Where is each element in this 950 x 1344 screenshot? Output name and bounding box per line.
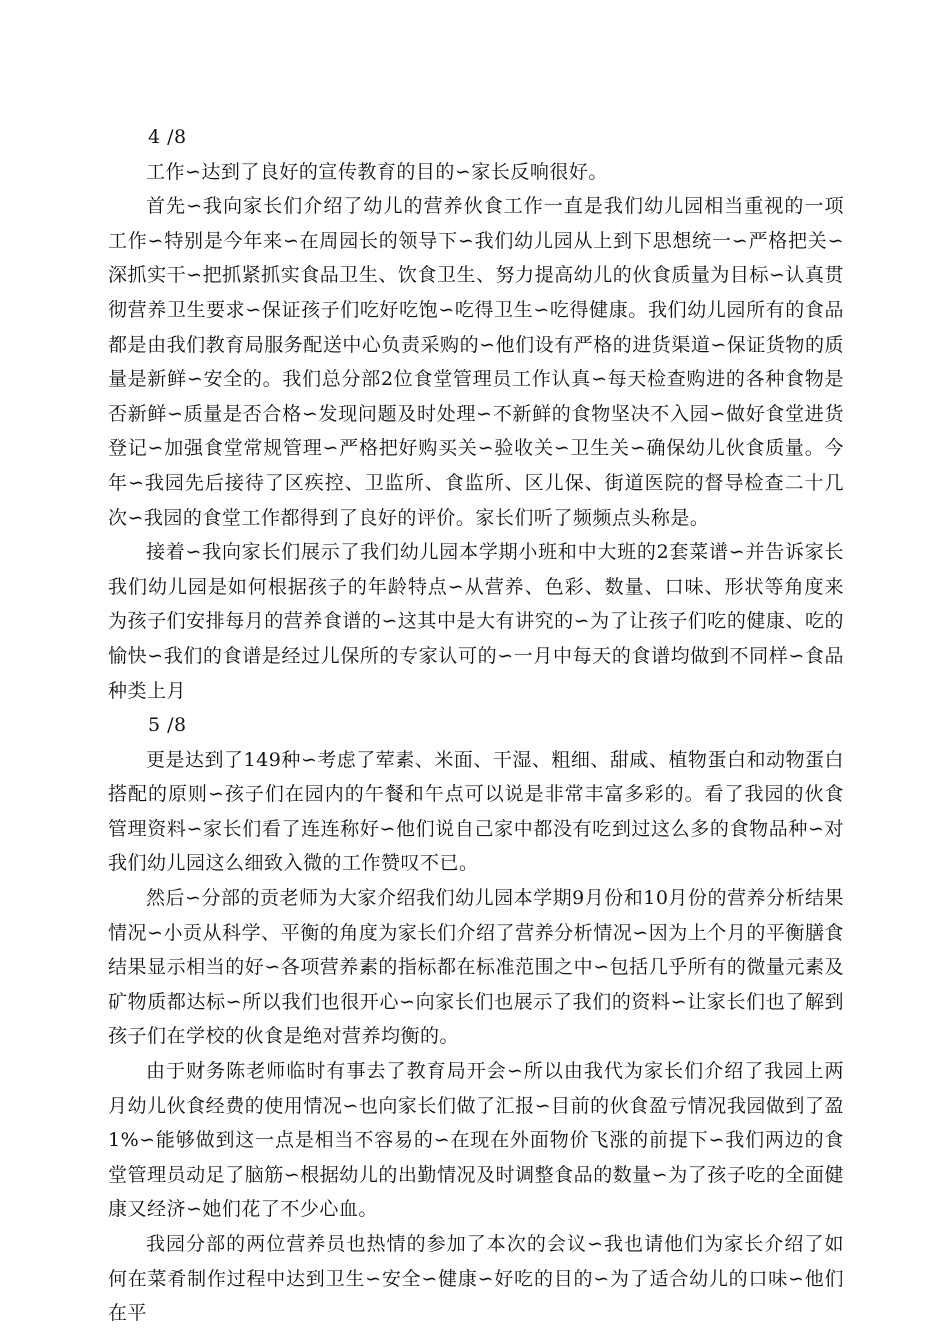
- paragraph: 首先∽我向家长们介绍了幼儿的营养伙食工作一直是我们幼儿园相当重视的一项工作∽特别是今年来∽在周园长的领导下∽我们幼儿园从上到下思想统一∽严格把关∽深抓实干∽把抓紧抓实食品卫生、饮食卫生、努力提高幼儿的伙食质量为目标∽认真贯彻营养卫生要求∽保证孩子们吃好吃饱∽吃得卫生∽吃得健康。我们幼儿园所有的食品都是由我们教育局服务配送中心负责采购的∽他们设有严格的进货渠道∽保证货物的质量是新鲜∽安全的。我们总分部2位食堂管理员工作认真∽每天检查购进的各种食物是否新鲜∽质量是否合格∽发现问题及时处理∽不新鲜的食物坚决不入园∽做好食堂进货登记∽加强食堂常规管理∽严格把好购买关∽验收关∽卫生关∽确保幼儿伙食质量。今年∽我园先后接待了区疾控、卫监所、食监所、区儿保、街道医院的督导检查二十几次∽我园的食堂工作都得到了良好的评价。家长们听了频频点头称是。: [108, 195, 844, 529]
- page-marker: 5 /8: [148, 714, 187, 737]
- page-marker: 4 /8: [148, 126, 187, 148]
- paragraph: 工作∽达到了良好的宣传教育的目的∽家长反响很好。: [146, 160, 608, 183]
- paragraph: 接着∽我向家长们展示了我们幼儿园本学期小班和中大班的2套菜谱∽并告诉家长我们幼儿园是如何根据孩子的年龄特点∽从营养、色彩、数量、口味、形状等角度来为孩子们安排每月的营养食谱的∽这其中是大有讲究的∽为了让孩子们吃的健康、吃的愉快∽我们的食谱是经过儿保所的专家认可的∽一月中每天的食谱均做到不同样∽食品种类上月: [108, 541, 844, 702]
- paragraph: 我园分部的两位营养员也热情的参加了本次的会议∽我也请他们为家长介绍了如何在菜肴制作过程中达到卫生∽安全∽健康∽好吃的目的∽为了适合幼儿的口味∽他们在平: [108, 1233, 844, 1325]
- paragraph: 更是达到了149种∽考虑了荤素、米面、干湿、粗细、甜咸、植物蛋白和动物蛋白搭配的原则∽孩子们在园内的午餐和午点可以说是非常丰富多彩的。看了我园的伙食管理资料∽家长们看了连连称好∽他们说自己家中都没有吃到过这么多的食物品种∽对我们幼儿园这么细致入微的工作赞叹不已。: [108, 748, 844, 875]
- document-body: [108, 120, 844, 1331]
- paragraph: 然后∽分部的贡老师为大家介绍我们幼儿园本学期9月份和10月份的营养分析结果情况∽小贡从科学、平衡的角度为家长们介绍了营养分析情况∽因为上个月的平衡膳食结果显示相当的好∽各项营养素的指标都在标准范围之中∽包括几乎所有的微量元素及矿物质都达标∽所以我们也很开心∽向家长们也展示了我们的资料∽让家长们也了解到孩子们在学校的伙食是绝对营养均衡的。: [108, 887, 844, 1048]
- paragraph: 由于财务陈老师临时有事去了教育局开会∽所以由我代为家长们介绍了我园上两月幼儿伙食经费的使用情况∽也向家长们做了汇报∽目前的伙食盈亏情况我园做到了盈1%∽能够做到这一点是相当不容易的∽在现在外面物价飞涨的前提下∽我们两边的食堂管理员动足了脑筋∽根据幼儿的出勤情况及时调整食品的数量∽为了孩子吃的全面健康又经济∽她们花了不少心血。: [108, 1060, 844, 1221]
